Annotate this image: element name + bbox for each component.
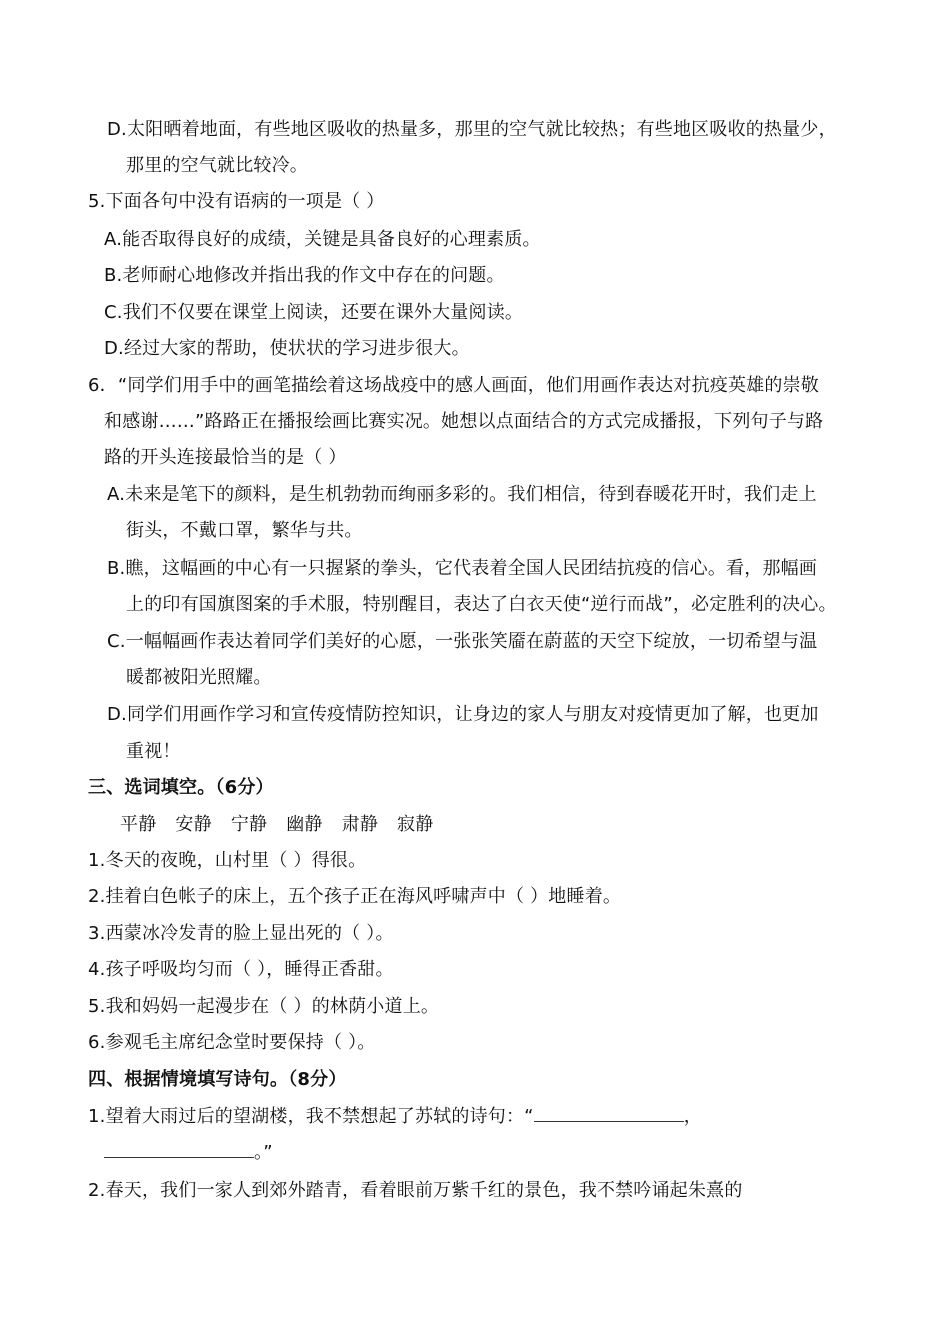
q6-option-c-line-2: 暖都被阳光照耀。 [126, 667, 272, 688]
word-bank-item: 安静 [175, 814, 212, 835]
word-bank-item: 平静 [120, 814, 157, 835]
q6-option-d-line-2: 重视！ [126, 741, 181, 762]
q6-option-a-line-2: 街头，不戴口罩，繁华与共。 [126, 520, 363, 541]
q6-option-d-line-1: D.同学们用画作学习和宣传疫情防控知识，让身边的家人与朋友对疫情更加了解，也更加 [107, 704, 819, 725]
question-5: 5.下面各句中没有语病的一项是（ ） [88, 191, 385, 212]
q5-option-a: A.能否取得良好的成绩，关键是具备良好的心理素质。 [104, 229, 541, 250]
q4-option-d: D.太阳晒着地面，有些地区吸收的热量多，那里的空气就比较热；有些地区吸收的热量少， [107, 119, 837, 140]
word-bank-item: 宁静 [230, 814, 268, 835]
fill-blank-4: 4.孩子呼吸均匀而（ ），睡得正香甜。 [88, 959, 394, 980]
poem-question-1-continued [104, 1141, 273, 1165]
section-4-heading: 四、根据情境填写诗句。（8分） [88, 1069, 347, 1090]
section-3-heading: 三、选词填空。（6分） [88, 777, 274, 798]
poem-comma: ， [683, 1106, 702, 1127]
q6-option-a-line-1: A.未来是笔下的颜料，是生机勃勃而绚丽多彩的。我们相信，待到春暖花开时，我们走上 [107, 484, 817, 505]
fill-blank-1: 1.冬天的夜晚，山村里（ ）得很。 [88, 850, 367, 871]
question-6-line-1: 6．“同学们用手中的画笔描绘着这场战疫中的感人画面，他们用画作表达对抗疫英雄的崇敬 [88, 375, 819, 396]
q6-option-b-line-1: B.瞧，这幅画的中心有一只握紧的拳头，它代表着全国人民团结抗疫的信心。看，那幅画 [107, 558, 818, 579]
q4-option-d-continued: 那里的空气就比较冷。 [126, 155, 308, 176]
fill-blank-5: 5.我和妈妈一起漫步在（ ）的林荫小道上。 [88, 996, 440, 1017]
q5-option-d: D.经过大家的帮助，使状状的学习进步很大。 [104, 338, 470, 359]
word-bank-item: 肃静 [341, 814, 379, 835]
answer-blank[interactable] [534, 1105, 684, 1122]
q5-option-b: B.老师耐心地修改并指出我的作文中存在的问题。 [104, 265, 505, 286]
question-6-line-2: 和感谢……”路路正在播报绘画比赛实况。她想以点面结合的方式完成播报，下列句子与路 [104, 411, 824, 432]
question-6-line-3: 路的开头连接最恰当的是（ ） [104, 447, 347, 468]
poem-period-quote: 。” [254, 1142, 273, 1163]
poem-question-1-prompt: 1.望着大雨过后的望湖楼，我不禁想起了苏轼的诗句：“ [88, 1106, 534, 1127]
answer-blank[interactable] [104, 1141, 254, 1158]
word-bank-item: 寂静 [397, 814, 434, 835]
fill-blank-2: 2.挂着白色帐子的床上，五个孩子正在海风呼啸声中（ ）地睡着。 [88, 886, 622, 907]
q6-option-b-line-2: 上的印有国旗图案的手术服，特别醒目，表达了白衣天使“逆行而战”，必定胜利的决心。 [126, 594, 837, 615]
poem-question-2: 2.春天，我们一家人到郊外踏青，看着眼前万紫千红的景色，我不禁吟诵起朱熹的 [88, 1180, 743, 1201]
fill-blank-3: 3.西蒙冰冷发青的脸上显出死的（ ）。 [88, 923, 394, 944]
q6-option-c-line-1: C.一幅幅画作表达着同学们美好的心愿，一张张笑靥在蔚蓝的天空下绽放，一切希望与温 [107, 631, 818, 652]
q5-option-c: C.我们不仅要在课堂上阅读，还要在课外大量阅读。 [104, 302, 524, 323]
word-bank [120, 813, 452, 837]
fill-blank-6: 6.参观毛主席纪念堂时要保持（ ）。 [88, 1032, 376, 1053]
word-bank-item: 幽静 [286, 814, 323, 835]
poem-question-1 [88, 1105, 702, 1129]
